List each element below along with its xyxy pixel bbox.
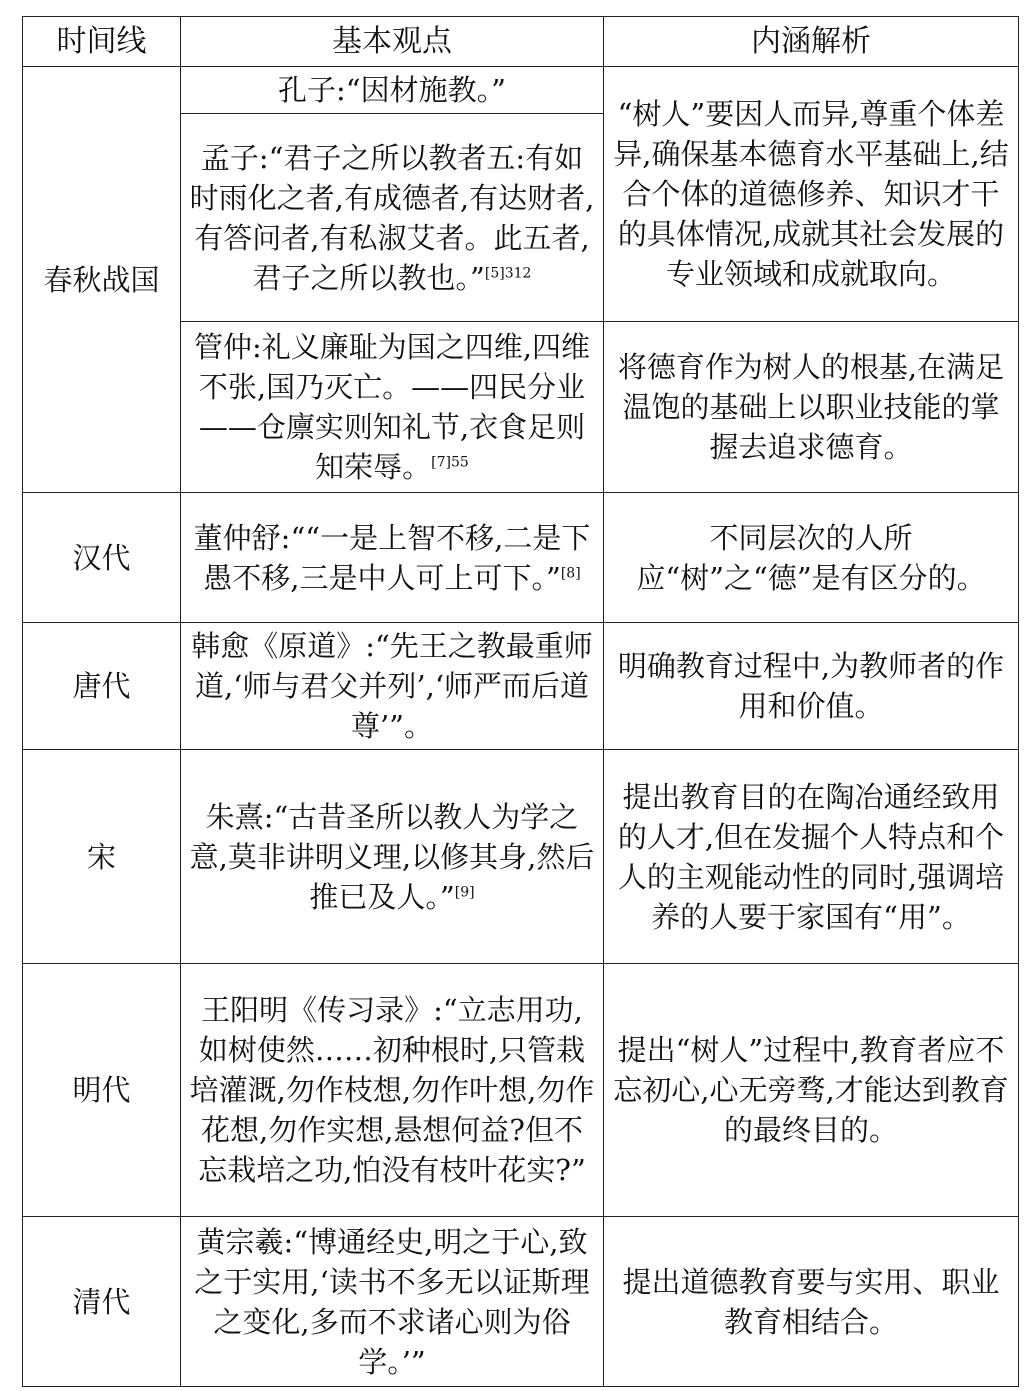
period-cell: 明代 — [23, 964, 181, 1217]
meaning-cell: 不同层次的人所应“树”之“德”是有区分的。 — [604, 493, 1019, 623]
citation-ref: [5]312 — [484, 264, 532, 281]
view-text: 黄宗羲:“博通经史,明之于心,致之于实用,‘读书不多无以证斯理之变化,多而不求诸心则为俗学。’” — [194, 1224, 590, 1379]
view-text: 孟子:“君子之所以教者五:有如时雨化之者,有成德者,有达财者,有答问者,有私淑艾者。此五者,君子之所以教也。” — [189, 140, 595, 295]
view-cell — [181, 493, 604, 623]
view-cell — [181, 623, 604, 750]
table-row — [23, 750, 1019, 964]
citation-ref: [9] — [454, 883, 475, 900]
view-cell — [181, 964, 604, 1217]
view-cell — [181, 750, 604, 964]
meaning-cell: “树人”要因人而异,尊重个体差异,确保基本德育水平基础上,结合个体的道德修养、知识才干的具体情况,成就其社会发展的专业领域和成就取向。 — [604, 67, 1019, 322]
meaning-cell: 提出“树人”过程中,教育者应不忘初心,心无旁骛,才能达到教育的最终目的。 — [604, 964, 1019, 1217]
view-cell — [181, 67, 604, 114]
period-cell: 清代 — [23, 1217, 181, 1387]
view-cell — [181, 114, 604, 322]
header-meaning: 内涵解析 — [604, 17, 1019, 67]
meaning-cell: 将德育作为树人的根基,在满足温饱的基础上以职业技能的掌握去追求德育。 — [604, 322, 1019, 493]
period-cell: 汉代 — [23, 493, 181, 623]
view-cell — [181, 1217, 604, 1387]
view-text: 管仲:礼义廉耻为国之四维,四维不张,国乃灭亡。——四民分业——仓廪实则知礼节,衣食足则知荣辱。 — [194, 330, 590, 484]
table-row — [23, 67, 1019, 114]
period-cell: 唐代 — [23, 623, 181, 750]
table-row — [23, 493, 1019, 623]
citation-ref: [7]55 — [431, 454, 469, 471]
meaning-cell: 明确教育过程中,为教师者的作用和价值。 — [604, 623, 1019, 750]
view-text: 董仲舒:““一是上智不移,二是下愚不移,三是中人可上可下。” — [193, 520, 591, 595]
view-text: 韩愈《原道》:“先王之教最重师道,‘师与君父并列’,‘师严而后道尊’”。 — [191, 629, 593, 743]
period-cell: 宋 — [23, 750, 181, 964]
view-cell — [181, 322, 604, 493]
table-row — [23, 1217, 1019, 1387]
citation-ref: [8] — [560, 564, 581, 581]
meaning-cell: 提出教育目的在陶冶通经致用的人才,但在发掘个人特点和个人的主观能动性的同时,强调培养的人要于家国有“用”。 — [604, 750, 1019, 964]
header-basic-view: 基本观点 — [181, 17, 604, 67]
header-timeline: 时间线 — [23, 17, 181, 67]
view-text: 王阳明《传习录》:“立志用功,如树使然……初种根时,只管栽培灌溉,勿作枝想,勿作叶想,勿作花想,勿作实想,悬想何益?但不忘栽培之功,怕没有枝叶花实?” — [189, 993, 595, 1187]
meaning-cell: 提出道德教育要与实用、职业教育相结合。 — [604, 1217, 1019, 1387]
view-text: 朱熹:“古昔圣所以教人为学之意,莫非讲明义理,以修其身,然后推已及人。” — [189, 799, 595, 914]
header-row — [23, 17, 1019, 67]
history-table — [22, 16, 1019, 1387]
table-row — [23, 623, 1019, 750]
view-text: 孔子:“因材施教。” — [278, 73, 506, 107]
table-row — [23, 964, 1019, 1217]
period-cell: 春秋战国 — [23, 67, 181, 493]
